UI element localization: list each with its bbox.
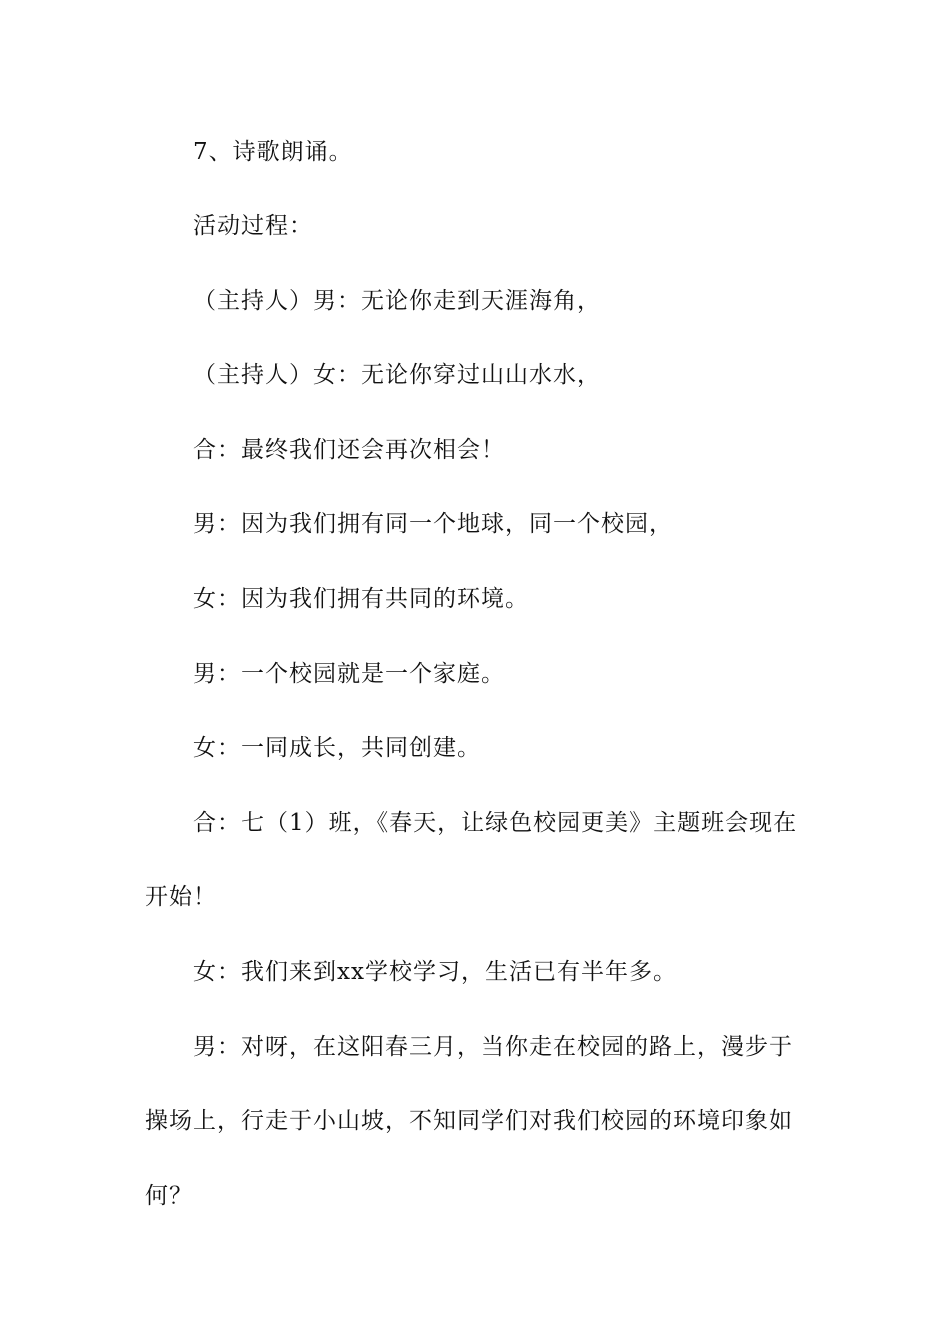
paragraph-together-2: 合：七（1）班，《春天，让绿色校园更美》主题班会现在 (193, 810, 798, 836)
paragraph-female-2: 女：因为我们拥有共同的环境。 (193, 586, 529, 612)
paragraph-male-2: 男：因为我们拥有同一个地球，同一个校园， (193, 511, 673, 537)
paragraph-male-4-end: 何？ (145, 1183, 193, 1209)
paragraph-together-2-cont: 开始！ (145, 884, 217, 910)
paragraph-host-male-1: （主持人）男：无论你走到天涯海角， (193, 288, 601, 314)
paragraph-host-female-1: （主持人）女：无论你穿过山山水水， (193, 362, 601, 388)
paragraph-female-4: 女：我们来到xx学校学习，生活已有半年多。 (193, 959, 677, 985)
paragraph-male-4: 男：对呀，在这阳春三月，当你走在校园的路上，漫步于 (193, 1034, 793, 1060)
paragraph-male-4-cont: 操场上，行走于小山坡，不知同学们对我们校园的环境印象如 (145, 1108, 793, 1134)
paragraph-female-3: 女：一同成长，共同创建。 (193, 735, 481, 761)
paragraph-poetry-recital: 7、诗歌朗诵。 (193, 139, 353, 165)
paragraph-activity-process: 活动过程： (193, 213, 313, 239)
paragraph-male-3: 男：一个校园就是一个家庭。 (193, 661, 505, 687)
paragraph-together-1: 合：最终我们还会再次相会！ (193, 437, 505, 463)
